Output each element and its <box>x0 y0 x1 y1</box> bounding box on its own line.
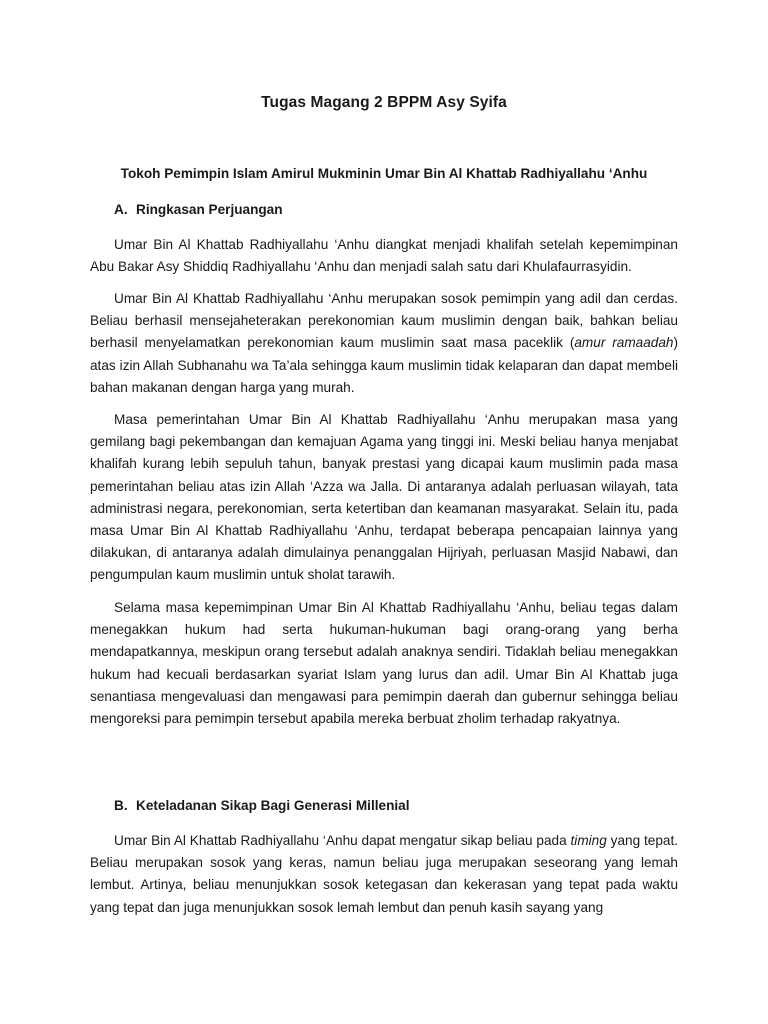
section-b-heading <box>114 798 409 813</box>
section-a-paragraph-4: Selama masa kepemimpinan Umar Bin Al Khattab Radhiyallahu ‘Anhu, beliau tegas dalam menegakkan hukum had serta hukuman-hukuman bagi orang-orang yang berha mendapatkannya, meskipun orang tersebut adalah anaknya sendiri. Tidaklah beliau menegakkan hukum had kecuali berdasarkan syariat Islam yang lurus dan adil. Umar Bin Al Khattab juga senantiasa mengevaluasi dan mengawasi para pemimpin daerah dan gubernur sehingga beliau mengoreksi para pemimpin tersebut apabila mereka berbuat zholim terhadap rakyatnya. <box>90 600 678 727</box>
paragraph-text: Umar Bin Al Khattab Radhiyallahu ‘Anhu dapat mengatur sikap beliau pada <box>114 833 571 848</box>
italic-term: timing <box>570 833 607 848</box>
paragraph-text: Umar Bin Al Khattab Radhiyallahu ‘Anhu merupakan sosok pemimpin yang adil dan cerdas. Beliau berhasil mensejaheterakan perekonomian kaum muslimin dengan baik, bahkan beliau berhasil menyelamatkan perekonomian kaum muslimin saat masa paceklik ( <box>90 291 678 351</box>
paragraph-text: ) atas izin Allah Subhanahu wa Ta’ala sehingga kaum muslimin tidak kelaparan dan dapat membeli bahan makanan dengan harga yang murah. <box>90 335 678 395</box>
section-b-paragraph-1 <box>90 830 678 919</box>
section-a-letter: A. <box>114 202 128 217</box>
document-title: Tugas Magang 2 BPPM Asy Syifa <box>261 94 507 111</box>
italic-term: amur ramaadah <box>574 335 674 351</box>
section-a-title: Ringkasan Perjuangan <box>136 202 283 217</box>
document-subtitle: Tokoh Pemimpin Islam Amirul Mukminin Umar Bin Al Khattab Radhiyallahu ‘Anhu <box>120 166 648 181</box>
section-a-paragraph-3: Masa pemerintahan Umar Bin Al Khattab Radhiyallahu ‘Anhu merupakan masa yang gemilang bagi pekembangan dan kemajuan Agama yang tinggi ini. Meski beliau hanya menjabat khalifah kurang lebih sepuluh tahun, banyak prestasi yang dicapai kaum muslimin pada masa pemerintahan beliau atas izin Allah ‘Azza wa Jalla. Di antaranya adalah perluasan wilayah, tata administrasi negara, perekonomian, serta ketertiban dan keamanan masyarakat. Selain itu, pada masa Umar Bin Al Khattab Radhiyallahu ‘Anhu, terdapat beberapa pencapaian lainnya yang dilakukan, di antaranya adalah dimulainya penanggalan Hijriyah, perluasan Masjid Nabawi, dan pengumpulan kaum muslimin untuk sholat tarawih. <box>90 412 678 583</box>
section-b-letter: B. <box>114 798 128 813</box>
section-b-title: Keteladanan Sikap Bagi Generasi Millenial <box>136 798 410 813</box>
paragraph-text: yang tepat. Beliau merupakan sosok yang keras, namun beliau juga merupakan seseorang yang lemah lembut. Artinya, beliau menunjukkan sosok ketegasan dan kekerasan yang tepat pada waktu yang tepat dan juga menunjukkan sosok lemah lembut dan penuh kasih sayang yang <box>90 833 678 915</box>
section-a-paragraph-2 <box>90 288 678 399</box>
section-a-heading <box>114 202 283 217</box>
section-a-paragraph-1: Umar Bin Al Khattab Radhiyallahu ‘Anhu diangkat menjadi khalifah setelah kepemimpinan Abu Bakar Asy Shiddiq Radhiyallahu ‘Anhu dan menjadi salah satu dari Khulafaurrasyidin. <box>90 237 678 275</box>
